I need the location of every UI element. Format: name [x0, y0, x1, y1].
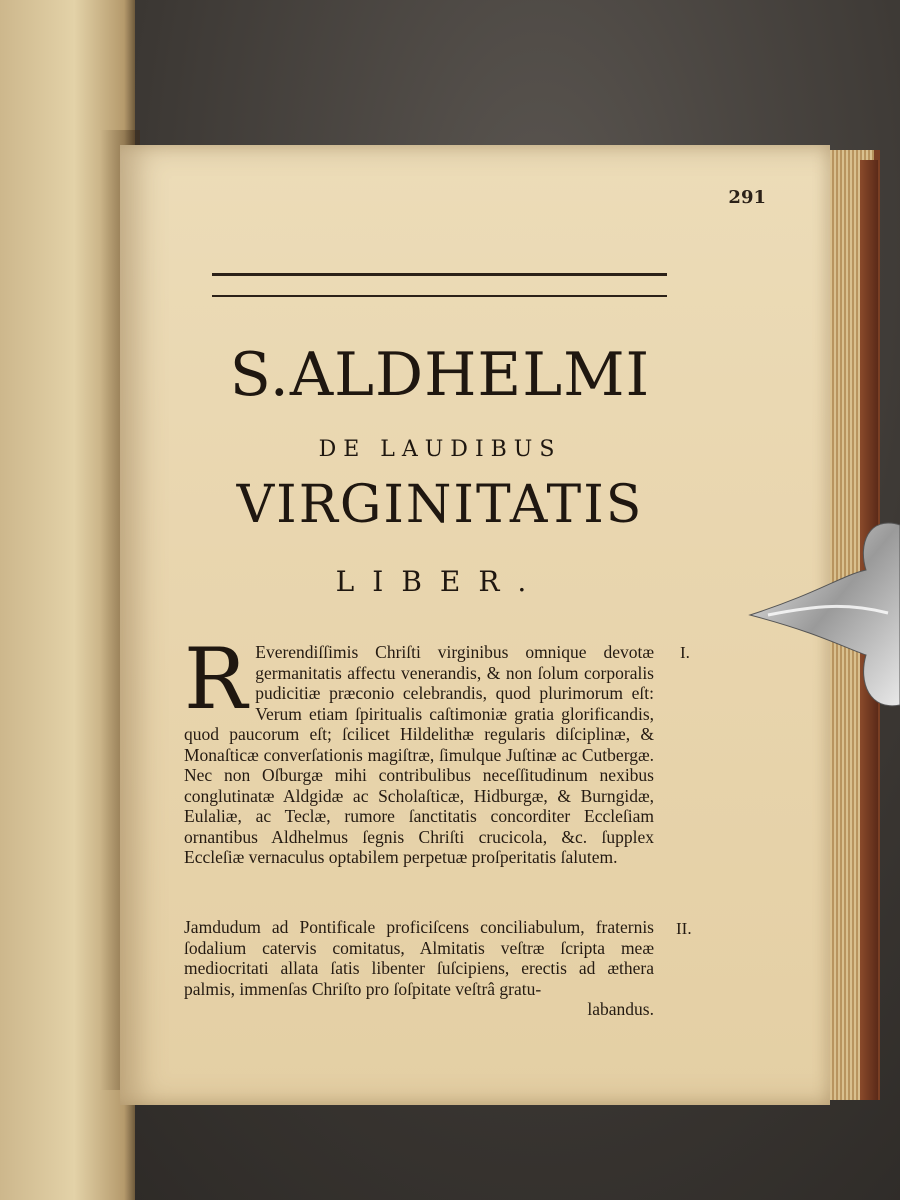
- paragraph-2-text: Jamdudum ad Pontificale proficiſcens conciliabulum, fraternis ſodalium catervis comitatus, Almitatis veſtræ ſcripta meæ mediocritati allata ſatis libenter ſuſcipiens, erectis ad æthera palmis, immenſas Chriſto pro ſoſpitate veſtrâ gratu-: [184, 917, 654, 999]
- right-page: [120, 145, 830, 1105]
- section-number-1: I.: [680, 643, 690, 662]
- page-number: 291: [728, 187, 766, 208]
- paragraph-1: [184, 630, 654, 868]
- header-rule-top: [212, 273, 667, 276]
- header-rule-bottom: [212, 295, 667, 297]
- paragraph-2-end: labandus.: [587, 999, 654, 1019]
- drop-cap: R: [184, 630, 248, 728]
- liber-heading: LIBER.: [335, 565, 545, 598]
- section-number-2: II.: [676, 919, 692, 938]
- subtitle: DE LAUDIBUS: [318, 437, 562, 462]
- paragraph-2: [184, 917, 654, 1020]
- work-title: VIRGINITATIS: [236, 475, 644, 535]
- author-title: S.ALDHELMI: [229, 340, 651, 410]
- metal-clasp-icon: [748, 515, 900, 715]
- paragraph-1-text: Everendiſſimis Chriſti virginibus omnique devotæ germanitatis affectu venerandis, & non ſolum corporalis pudicitiæ præconio celebrandis, quod plurimorum eſt: Verum etiam ſpiritualis caſtimoniæ gratia glorificandis, quod paucorum eſt; ſcilicet Hildelithæ regularis diſciplinæ, & Monaſticæ converſationis magiſtræ, ſimulque Juſtinæ ac Cutbergæ. Nec non Oſburgæ mihi contribulibus neceſſitudinum nexibus conglutinatæ Aldgidæ ac Scholaſticæ, Hidburgæ, & Burngidæ, Eulaliæ, ac Teclæ, rumore ſanctitatis concorditer Eccleſiam ornantibus Aldhelmus ſegnis Chriſti crucicola, &c. ſupplex Eccleſiæ vernaculus optabilem perpetuæ proſperitatis ſalutem.: [184, 642, 654, 867]
